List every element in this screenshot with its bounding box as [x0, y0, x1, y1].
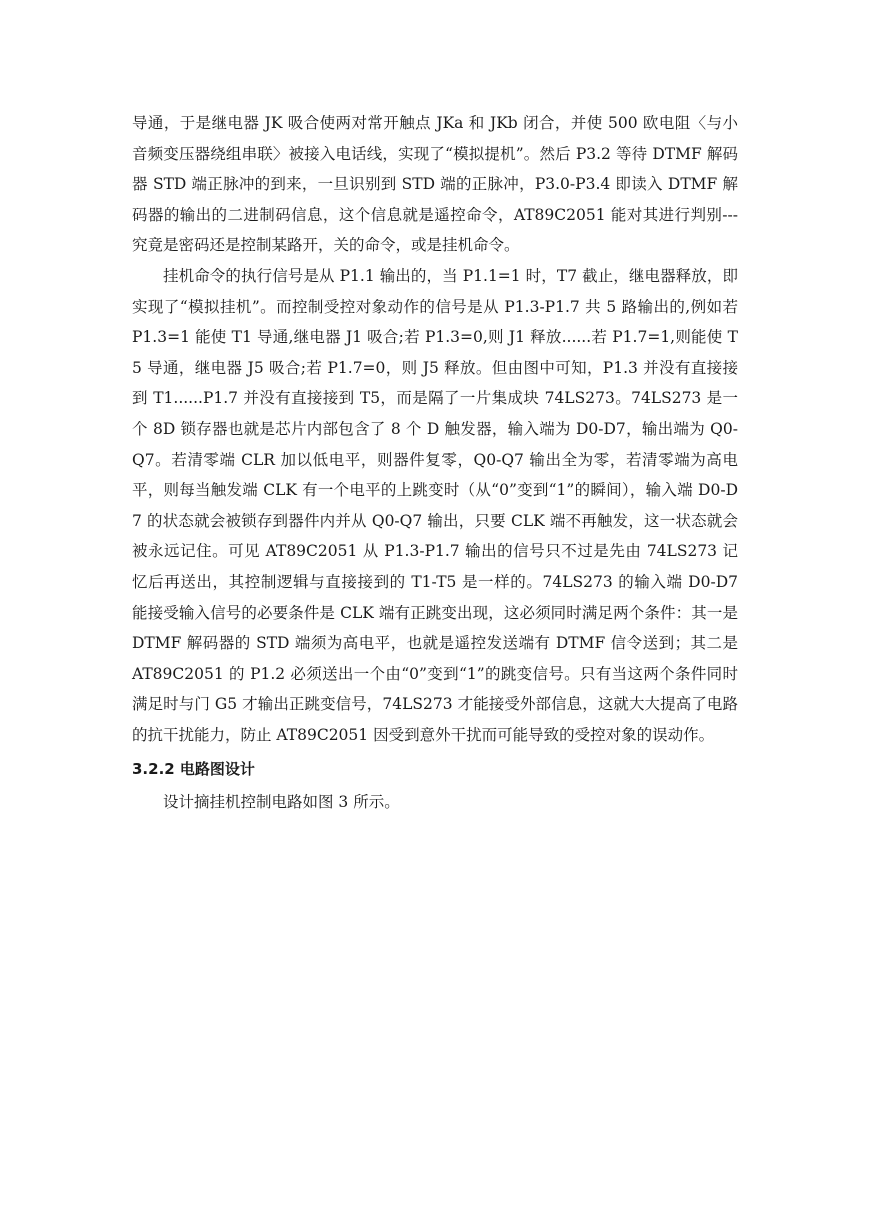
paragraph-relay-pickup: 导通，于是继电器 JK 吸合使两对常开触点 JKa 和 JKb 闭合，并使 500 欧电阻〈与小音频变压器绕组串联〉被接入电话线，实现了“模拟提机”。然后 P3.2 等待 DTMF 解码器 STD 端正脉冲的到来，一旦识别到 STD 端的正脉冲，P3.0-P3.4 即读入 DTMF 解码器的输出的二进制码信息，这个信息就是遥控命令，AT89C2051 能对其进行判别---究竟是密码还是控制某路开，关的命令，或是挂机命令。	[132, 114, 738, 255]
section-heading: 3.2.2 电路图设计	[132, 760, 255, 779]
section-text: 设计摘挂机控制电路如图 3 所示。	[163, 793, 400, 812]
document-body	[132, 108, 738, 818]
paragraph-hangup-control: 挂机命令的执行信号是从 P1.1 输出的，当 P1.1=1 时，T7 截止，继电器释放，即实现了“模拟挂机”。而控制受控对象动作的信号是从 P1.3-P1.7 共 5 路输出的,例如若 P1.3=1 能使 T1 导通,继电器 J1 吸合;若 P1.3=0,则 J1 释放......若 P1.7=1,则能使 T5 导通，继电器 J5 吸合;若 P1.7=0，则 J5 释放。但由图中可知，P1.3 并没有直接接到 T1......P1.7 并没有直接接到 T5，而是隔了一片集成块 74LS273。74LS273 是一个 8D 锁存器也就是芯片内部包含了 8 个 D 触发器，输入端为 D0-D7，输出端为 Q0-Q7。若清零端 CLR 加以低电平，则器件复零，Q0-Q7 输出全为零，若清零端为高电平，则每当触发端 CLK 有一个电平的上跳变时（从“0”变到“1”的瞬间），输入端 D0-D7 的状态就会被锁存到器件内并从 Q0-Q7 输出，只要 CLK 端不再触发，这一状态就会被永远记住。可见 AT89C2051 从 P1.3-P1.7 输出的信号只不过是先由 74LS273 记忆后再送出，其控制逻辑与直接接到的 T1-T5 是一样的。74LS273 的输入端 D0-D7 能接受输入信号的必要条件是 CLK 端有正跳变出现，这必须同时满足两个条件：其一是 DTMF 解码器的 STD 端须为高电平，也就是遥控发送端有 DTMF 信令送到；其二是 AT89C2051 的 P1.2 必须送出一个由“0”变到“1”的跳变信号。只有当这两个条件同时满足时与门 G5 才输出正跳变信号，74LS273 才能接受外部信息，这就大大提高了电路的抗干扰能力，防止 AT89C2051 因受到意外干扰而可能导致的受控对象的误动作。	[132, 266, 738, 744]
